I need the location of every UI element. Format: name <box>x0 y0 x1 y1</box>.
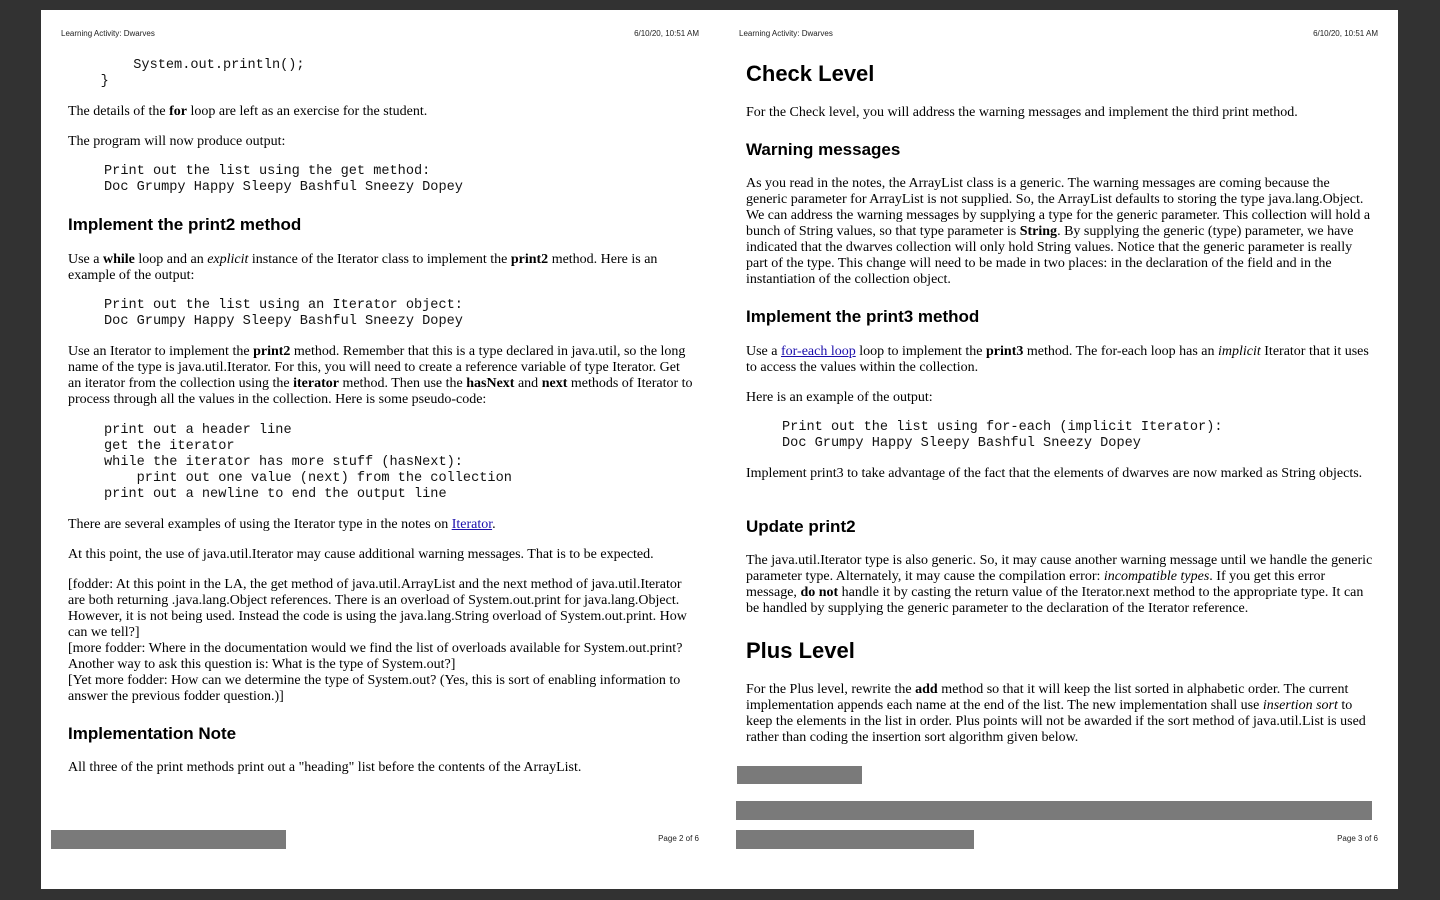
page-header-date: 6/10/20, 10:51 AM <box>634 29 699 38</box>
update-print2-paragraph <box>746 553 1373 617</box>
example-intro: Here is an example of the output: <box>746 390 933 405</box>
heading-update-print2: Update print2 <box>746 517 856 536</box>
text: Use a <box>746 344 781 359</box>
page-header-title: Learning Activity: Dwarves <box>61 29 155 38</box>
print3-paragraph <box>746 344 1373 376</box>
for-each-loop-link[interactable]: for-each loop <box>781 344 856 359</box>
text: The java.util.Iterator type is also generic. So, it may cause another warning message until we handle the generic parameter type. Alternately, it may cause the compilation error: <box>746 553 1373 584</box>
for-loop-note <box>68 104 695 120</box>
heading-warning-messages: Warning messages <box>746 140 901 159</box>
bold-text: do not <box>800 585 839 600</box>
italic-text: insertion sort <box>1262 698 1338 713</box>
text: and <box>514 376 542 391</box>
print3-output-code-block: Print out the list using for-each (implicit Iterator): Doc Grumpy Happy Sleepy Bashful Sneezy Dopey <box>782 420 1223 451</box>
warning-expected-paragraph: At this point, the use of java.util.Iterator may cause additional warning messages. That is to be expected. <box>68 547 654 562</box>
redacted-block <box>736 801 1372 820</box>
page-3 <box>719 10 1398 889</box>
text: instance of the Iterator class to implement the <box>248 252 511 267</box>
bold-text: add <box>915 682 938 697</box>
bold-text: while <box>103 252 135 267</box>
heading-check-level: Check Level <box>746 61 875 86</box>
text: Use an Iterator to implement the <box>68 344 254 359</box>
output-intro: The program will now produce output: <box>68 134 286 149</box>
redacted-block <box>736 830 974 849</box>
page-2 <box>41 10 719 889</box>
page-footer: Page 2 of 6 <box>658 834 699 843</box>
redacted-heading <box>737 766 862 784</box>
text: method. Then use the <box>338 376 467 391</box>
text: loop and an <box>134 252 208 267</box>
text: . If you get this error message, <box>746 569 1326 600</box>
page-header-date: 6/10/20, 10:51 AM <box>1313 29 1378 38</box>
plus-level-paragraph <box>746 682 1373 746</box>
text: The details of the <box>68 104 170 119</box>
heading-plus-level: Plus Level <box>746 638 855 663</box>
iterator-notes-link[interactable]: Iterator <box>451 517 493 532</box>
bold-text: next <box>541 376 568 391</box>
text: [fodder: At this point in the LA, the get method of java.util.ArrayList and the next method of java.util.Iterator are both returning .java.lang.Object references. There is an overload of System.out.print for java.lang.Object. However, it is not being used. Instead the code is using the java.lang.String overload of System.out.print. How can we tell?] <box>68 577 687 640</box>
text: Use a <box>68 252 103 267</box>
heading-print3: Implement the print3 method <box>746 307 980 326</box>
text: . By supplying the generic (type) parameter, we have indicated that the dwarves collection will only hold String values. Notice that the generic parameter is really part of the type. This change will need to be made in two places: in the declaration of the field and in the instantiation of the collection object. <box>746 224 1354 287</box>
text: [Yet more fodder: How can we determine the type of System.out? (Yes, this is sort of enabling information to answer the previous fodder question.)] <box>68 673 681 704</box>
bold-text: for <box>169 104 187 119</box>
check-level-paragraph: For the Check level, you will address the warning messages and implement the third print method. <box>746 105 1298 120</box>
text: method so that it will keep the list sorted in alphabetic order. The current implementation appends each name at the end of the list. The new implementation shall use <box>746 682 1349 713</box>
italic-text: implicit <box>1217 344 1261 359</box>
text: loop to implement the <box>855 344 987 359</box>
text: to keep the elements in the list in order. Plus points will not be awarded if the sort method of java.util.List is used rather than coding the insertion sort algorithm given below. <box>746 698 1366 745</box>
bold-text: print2 <box>510 252 549 267</box>
pseudo-code-block: print out a header line get the iterator while the iterator has more stuff (hasNext): print out one value (next) from the collection print out a newline to end the output line <box>104 423 512 502</box>
bold-text: String <box>1019 224 1058 239</box>
text: There are several examples of using the Iterator type in the notes on <box>68 517 452 532</box>
page-header-title: Learning Activity: Dwarves <box>739 29 833 38</box>
code-block-top: System.out.println(); } <box>100 58 305 89</box>
text: method. The for-each loop has an <box>1023 344 1218 359</box>
text: As you read in the notes, the ArrayList class is a generic. The warning messages are coming because the generic parameter for ArrayList is not supplied. So, the ArrayList defaults to storing the type java.lang.Object. We can address the warning messages by supplying a type for the generic parameter. This collection will hold a bunch of String values, so that type parameter is <box>746 176 1371 239</box>
bold-text: iterator <box>293 376 339 391</box>
text: Iterator that it uses to access the values within the collection. <box>746 344 1369 375</box>
italic-text: incompatible types <box>1103 569 1210 584</box>
iterator-paragraph <box>68 344 695 408</box>
redacted-block <box>51 830 286 849</box>
heading-implementation-note: Implementation Note <box>68 724 237 743</box>
examples-paragraph <box>68 517 695 533</box>
pdf-viewer-sheet <box>41 10 1398 889</box>
heading-print2: Implement the print2 method <box>68 215 302 234</box>
output-code-block: Print out the list using the get method: Doc Grumpy Happy Sleepy Bashful Sneezy Dopey <box>104 164 463 195</box>
text: loop are left as an exercise for the student. <box>186 104 428 119</box>
print3-implement-paragraph: Implement print3 to take advantage of the fact that the elements of dwarves are now marked as String objects. <box>746 466 1363 481</box>
text: handle it by casting the return value of the Iterator.next method to the appropriate type. It can be handled by supplying the generic parameter to the declaration of the Iterator reference. <box>746 585 1364 616</box>
text: method. Here is an example of the output: <box>68 252 658 283</box>
text: methods of Iterator to process through all the values in the collection. Here is some pseudo-code: <box>68 376 693 407</box>
page-footer: Page 3 of 6 <box>1337 834 1378 843</box>
bold-text: hasNext <box>466 376 515 391</box>
text: [more fodder: Where in the documentation would we find the list of overloads available for System.out.print? Another way to ask this question is: What is the type of System.out?] <box>68 641 683 672</box>
text: For the Plus level, rewrite the <box>746 682 916 697</box>
italic-text: explicit <box>207 252 249 267</box>
bold-text: print2 <box>253 344 291 359</box>
print2-paragraph <box>68 252 695 284</box>
warning-messages-paragraph <box>746 176 1373 288</box>
text: method. Remember that this is a type declared in java.util, so the long name of the type is java.util.Iterator. For this, you will need to create a reference variable of type Iterator. Get an iterator from the collection using the <box>68 344 686 391</box>
bold-text: print3 <box>986 344 1024 359</box>
fodder-paragraph <box>68 577 695 705</box>
print2-output-code-block: Print out the list using an Iterator object: Doc Grumpy Happy Sleepy Bashful Sneezy Dopey <box>104 298 463 329</box>
implementation-note-paragraph: All three of the print methods print out a "heading" list before the contents of the ArrayList. <box>68 760 582 775</box>
text: . <box>492 517 496 532</box>
